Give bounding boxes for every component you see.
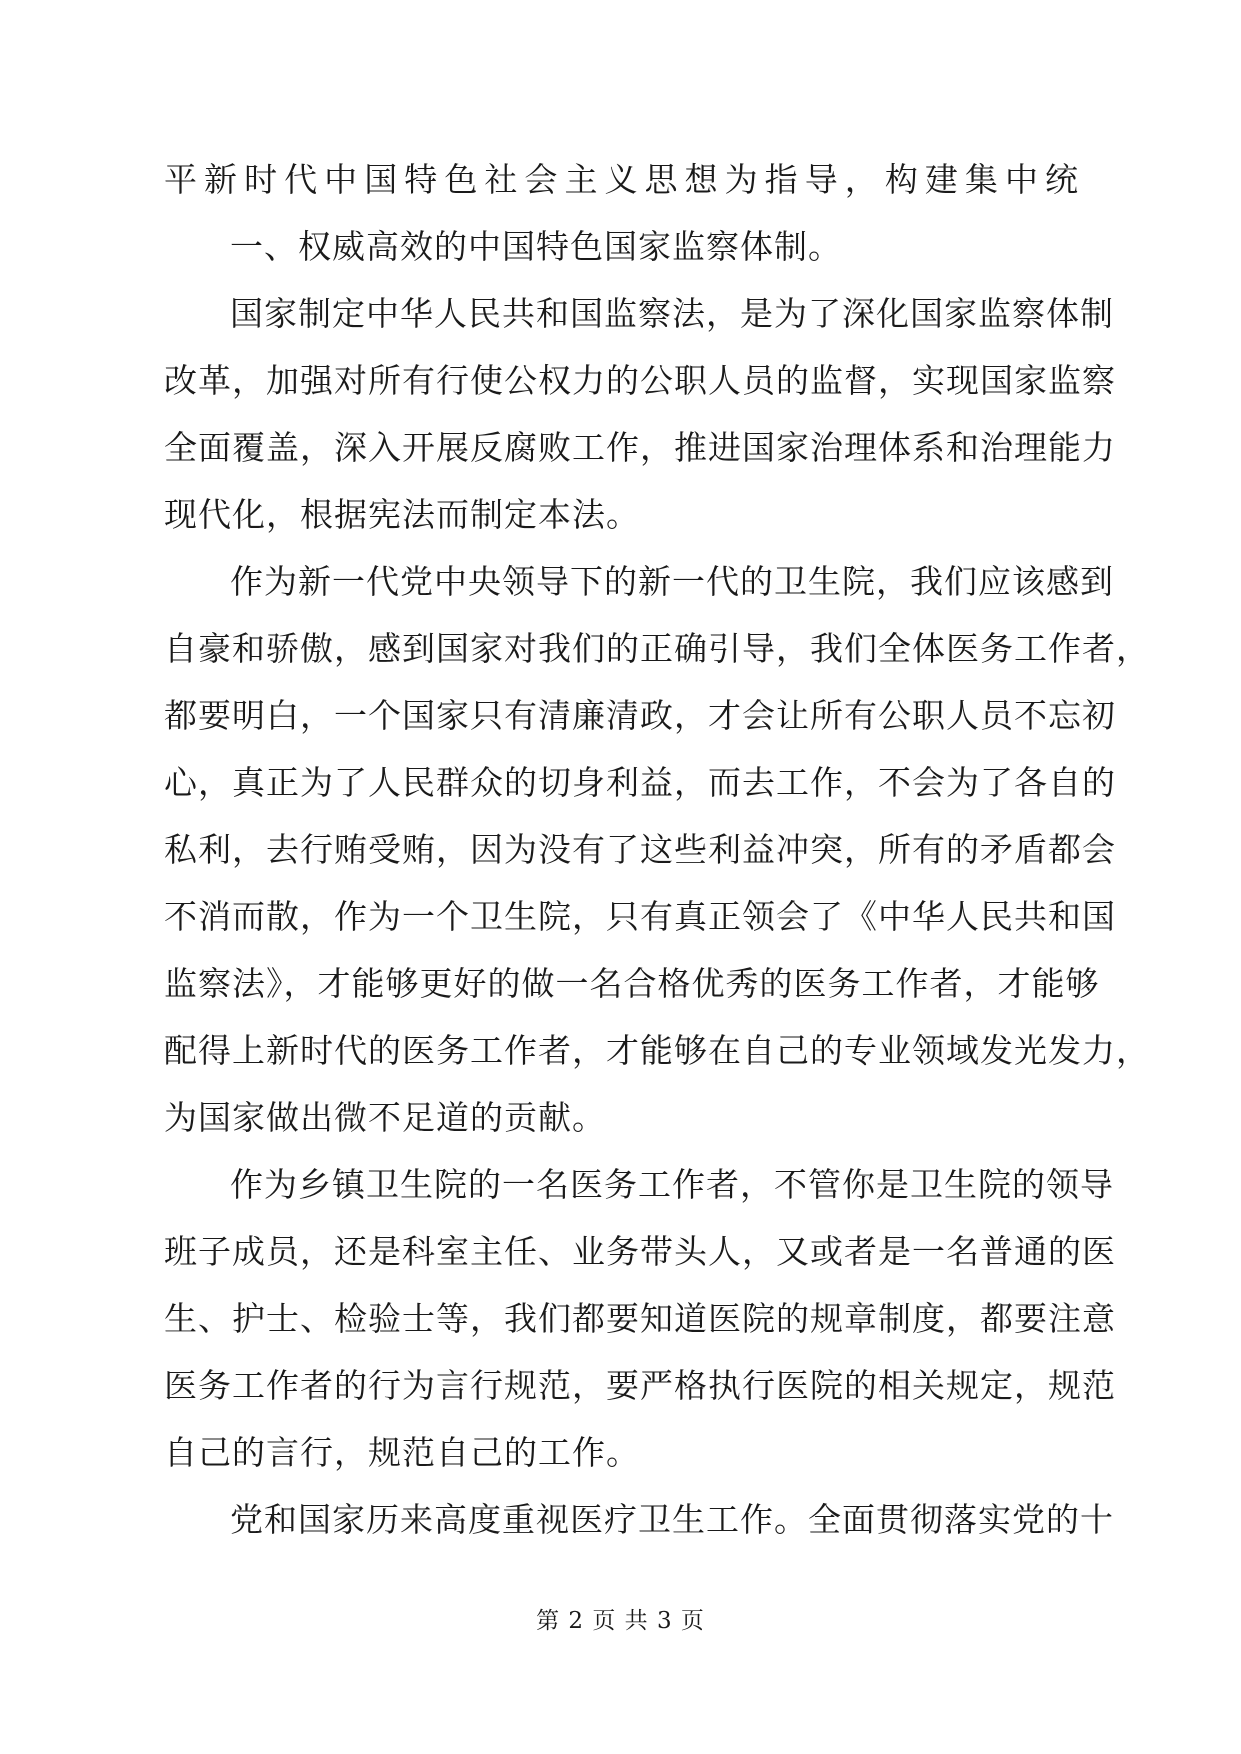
text-line: 自豪和骄傲，感到国家对我们的正确引导，我们全体医务工作者，: [164, 629, 1150, 668]
text-line: 都要明白，一个国家只有清廉清政，才会让所有公职人员不忘初: [164, 696, 1116, 735]
text-line: 生、护士、检验士等，我们都要知道医院的规章制度，都要注意: [164, 1299, 1116, 1338]
text-line: 自己的言行，规范自己的工作。: [164, 1433, 640, 1472]
text-line: 作为乡镇卫生院的一名医务工作者，不管你是卫生院的领导: [230, 1165, 1114, 1204]
text-line: 作为新一代党中央领导下的新一代的卫生院，我们应该感到: [230, 562, 1114, 601]
text-line: 改革，加强对所有行使公权力的公职人员的监督，实现国家监察: [164, 361, 1116, 400]
text-line: 私利，去行贿受贿，因为没有了这些利益冲突，所有的矛盾都会: [164, 830, 1116, 869]
text-line: 班子成员，还是科室主任、业务带头人，又或者是一名普通的医: [164, 1232, 1116, 1271]
text-line: 配得上新时代的医务工作者，才能够在自己的专业领域发光发力，: [164, 1031, 1150, 1070]
text-line: 不消而散，作为一个卫生院，只有真正领会了《中华人民共和国: [164, 897, 1116, 936]
text-line: 医务工作者的行为言行规范，要严格执行医院的相关规定，规范: [164, 1366, 1116, 1405]
page-footer: 第 2 页 共 3 页: [536, 1608, 705, 1634]
text-line: 为国家做出微不足道的贡献。: [164, 1098, 606, 1137]
text-line: 党和国家历来高度重视医疗卫生工作。全面贯彻落实党的十: [230, 1500, 1114, 1539]
text-line: 监察法》，才能够更好的做一名合格优秀的医务工作者，才能够: [164, 964, 1100, 1003]
text-line: 现代化，根据宪法而制定本法。: [164, 495, 640, 534]
text-line: 平新时代中国特色社会主义思想为指导，构建集中统: [164, 160, 1079, 199]
text-line: 国家制定中华人民共和国监察法，是为了深化国家监察体制: [230, 294, 1114, 333]
text-line: 一、权威高效的中国特色国家监察体制。: [230, 227, 842, 266]
text-line: 全面覆盖，深入开展反腐败工作，推进国家治理体系和治理能力: [164, 428, 1116, 467]
text-line: 心，真正为了人民群众的切身利益，而去工作，不会为了各自的: [164, 763, 1116, 802]
